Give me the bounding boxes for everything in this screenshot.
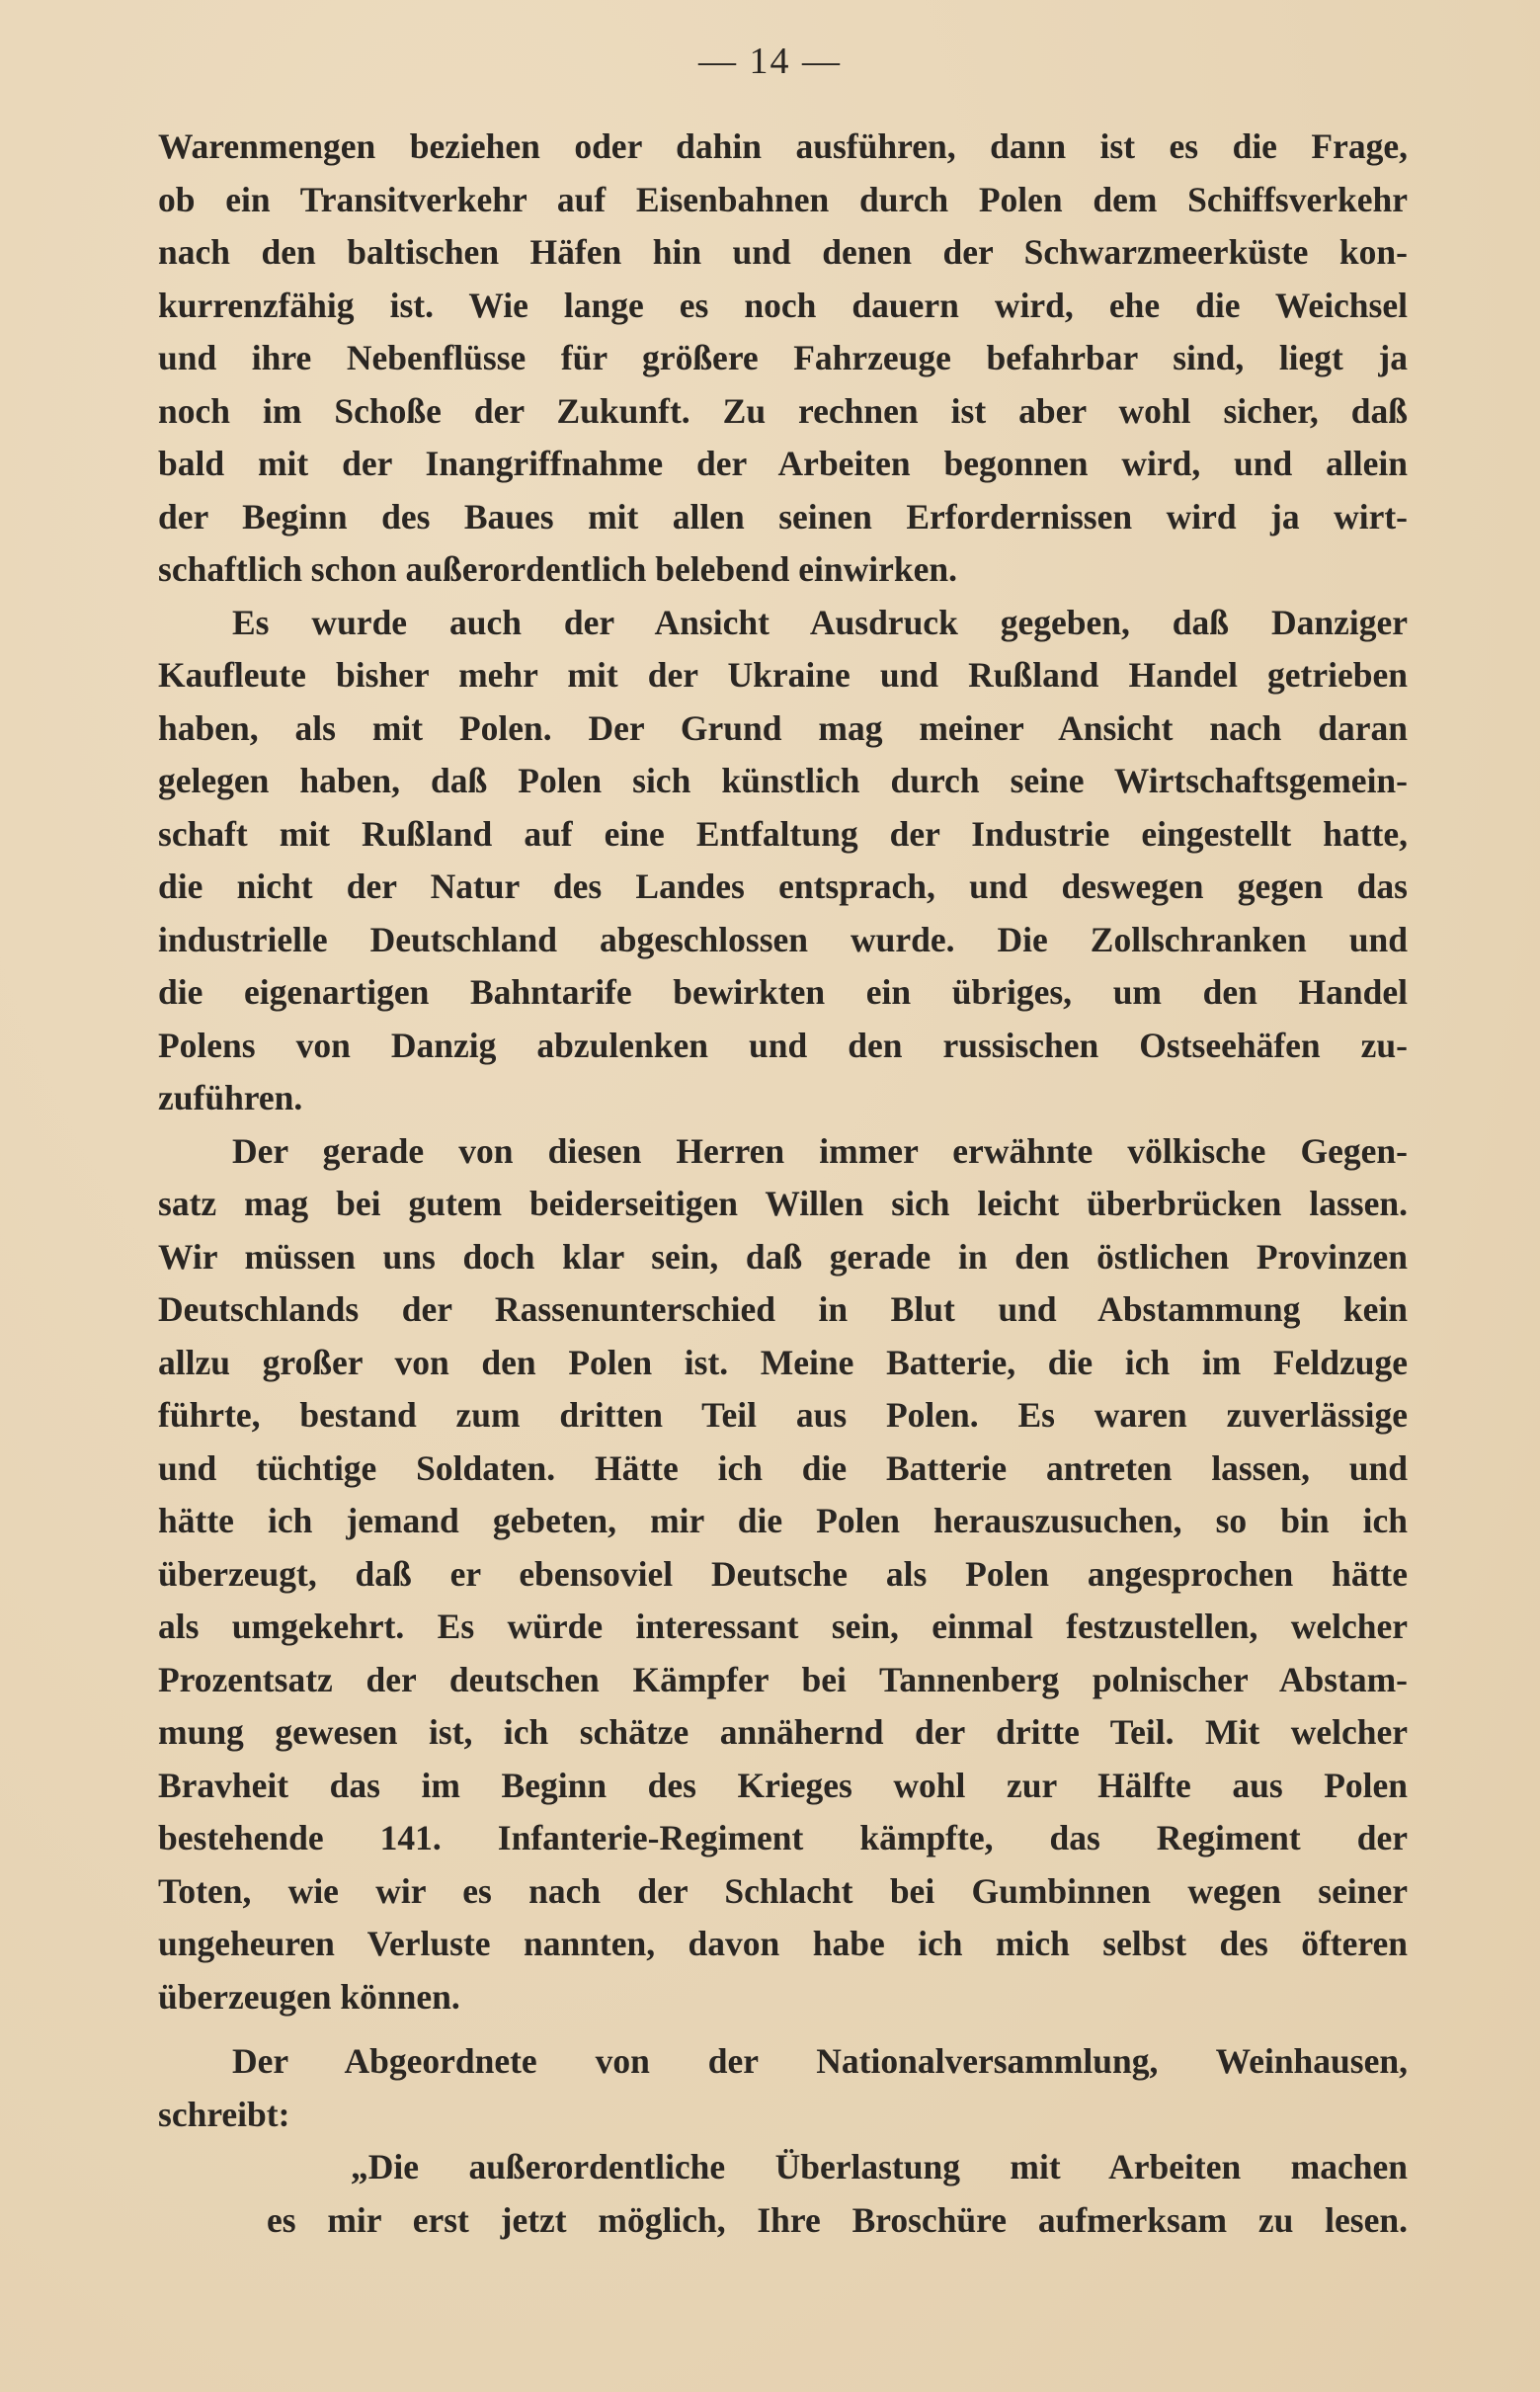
text-line: überzeugen können. (158, 1976, 460, 2017)
text-line: kurrenzfähig ist. Wie lange es noch dauern wird, ehe die Weichsel (158, 285, 1408, 325)
text-line: allzu großer von den Polen ist. Meine Batterie, die ich im Feldzuge (158, 1342, 1408, 1382)
text-line: es mir erst jetzt möglich, Ihre Broschüre aufmerksam zu lesen. (267, 2199, 1408, 2240)
paragraph (158, 2035, 1408, 2141)
text-line: Warenmengen beziehen oder dahin ausführen, dann ist es die Frage, (158, 126, 1408, 166)
quotation (158, 2141, 1408, 2247)
text-line: und ihre Nebenflüsse für größere Fahrzeuge befahrbar sind, liegt ja (158, 338, 1408, 377)
text-line: überzeugt, daß er ebensoviel Deutsche als Polen angesprochen hätte (158, 1553, 1408, 1594)
text-line: der Beginn des Baues mit allen seinen Erfordernissen wird ja wirt- (158, 496, 1408, 536)
text-line: Polens von Danzig abzulenken und den russischen Ostseehäfen zu- (158, 1025, 1408, 1065)
paragraph (158, 1125, 1408, 2024)
text-line: die eigenartigen Bahntarife bewirkten ein übriges, um den Handel (158, 972, 1408, 1012)
text-line: Bravheit das im Beginn des Krieges wohl zur Hälfte aus Polen (158, 1765, 1408, 1805)
text-line: noch im Schoße der Zukunft. Zu rechnen ist aber wohl sicher, daß (158, 390, 1408, 431)
text-line: die nicht der Natur des Landes entsprach, und deswegen gegen das (158, 866, 1408, 906)
text-line: hätte ich jemand gebeten, mir die Polen herauszusuchen, so bin ich (158, 1501, 1408, 1540)
text-line: schaftlich schon außerordentlich belebend einwirken. (158, 549, 957, 589)
text-line: Wir müssen uns doch klar sein, daß gerade in den östlichen Provinzen (158, 1236, 1408, 1277)
text-line: industrielle Deutschland abgeschlossen wurde. Die Zollschranken und (158, 919, 1408, 959)
text-line: Deutschlands der Rassenunterschied in Blut und Abstammung kein (158, 1289, 1408, 1329)
text-line: und tüchtige Soldaten. Hätte ich die Batterie antreten lassen, und (158, 1447, 1408, 1488)
page-number: — 14 — (698, 41, 842, 82)
paragraph (158, 121, 1408, 597)
text-line: führte, bestand zum dritten Teil aus Polen. Es waren zuverlässige (158, 1395, 1408, 1435)
text-line: mung gewesen ist, ich schätze annähernd der dritte Teil. Mit welcher (158, 1712, 1408, 1752)
text-line: als umgekehrt. Es würde interessant sein, einmal festzustellen, welcher (158, 1607, 1408, 1646)
text-line: bestehende 141. Infanterie-Regiment kämpfte, das Regiment der (158, 1818, 1408, 1857)
text-line: ob ein Transitverkehr auf Eisenbahnen durch Polen dem Schiffsverkehr (158, 179, 1408, 219)
text-line: schaft mit Rußland auf eine Entfaltung der Industrie eingestellt hatte, (158, 813, 1408, 854)
text-line: Der gerade von diesen Herren immer erwähnte völkische Gegen- (232, 1130, 1408, 1171)
text-line: Es wurde auch der Ansicht Ausdruck gegeben, daß Danziger (232, 602, 1408, 642)
text-line: bald mit der Inangriffnahme der Arbeiten begonnen wird, und allein (158, 444, 1408, 483)
text-line: Der Abgeordnete von der Nationalversammlung, Weinhausen, (232, 2041, 1408, 2081)
body-text (158, 121, 1408, 2247)
text-line: zuführen. (158, 1078, 303, 1117)
text-line: haben, als mit Polen. Der Grund mag meiner Ansicht nach daran (158, 707, 1408, 748)
text-line: schreibt: (158, 2094, 290, 2134)
text-line: Kaufleute bisher mehr mit der Ukraine und Rußland Handel getrieben (158, 655, 1408, 695)
text-line: ungeheuren Verluste nannten, davon habe ich mich selbst des öfteren (158, 1924, 1408, 1963)
text-line: Toten, wie wir es nach der Schlacht bei Gumbinnen wegen seiner (158, 1870, 1408, 1911)
text-line: Prozentsatz der deutschen Kämpfer bei Tannenberg polnischer Abstam- (158, 1659, 1408, 1699)
text-line: gelegen haben, daß Polen sich künstlich durch seine Wirtschaftsgemein- (158, 761, 1408, 800)
text-line: nach den baltischen Häfen hin und denen der Schwarzmeerküste kon- (158, 232, 1408, 272)
paragraph (158, 597, 1408, 1125)
text-line: satz mag bei gutem beiderseitigen Willen sich leicht überbrücken lassen. (158, 1184, 1408, 1223)
text-line: „Die außerordentliche Überlastung mit Arbeiten machen (351, 2147, 1408, 2186)
